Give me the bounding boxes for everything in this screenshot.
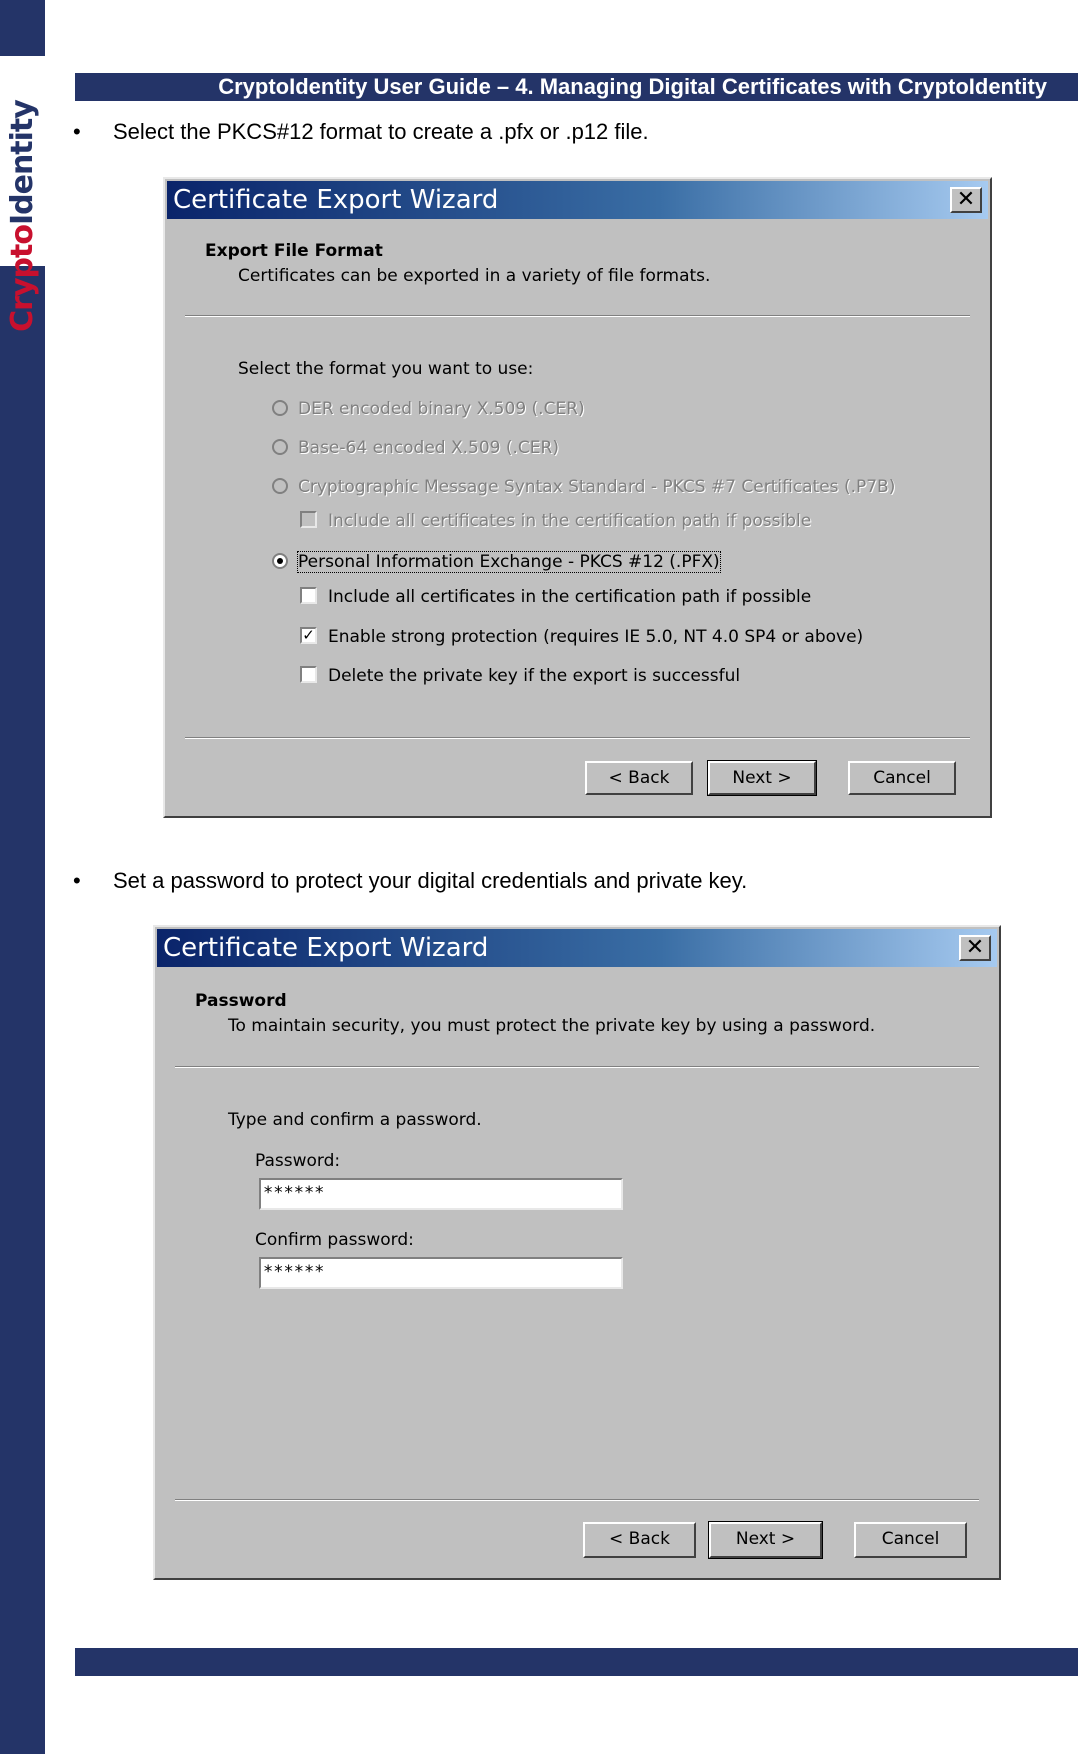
dialog-title: Certificate Export Wizard [163, 933, 489, 963]
radio-pkcs12-label: Personal Information Exchange - PKCS #12 (.PFX) [298, 552, 720, 572]
checkbox-include-all-label: Include all certificates in the certification path if possible [328, 587, 812, 607]
cancel-button[interactable]: Cancel [854, 1522, 967, 1558]
brand-logo-text: CryptoIdentity [5, 100, 40, 332]
bullet-text: Set a password to protect your digital credentials and private key. [113, 868, 748, 893]
dialog-titlebar [167, 181, 988, 219]
confirm-password-label: Confirm password: [255, 1230, 414, 1250]
separator [185, 315, 970, 317]
confirm-password-input[interactable]: ****** [259, 1257, 623, 1289]
radio-pkcs7[interactable] [272, 478, 288, 494]
next-button[interactable]: Next > [709, 1522, 822, 1558]
check-mark-icon: ✓ [302, 626, 315, 644]
radio-selected-dot [277, 558, 283, 564]
checkbox-delete-key-label: Delete the private key if the export is successful [328, 666, 741, 686]
export-format-dialog [163, 177, 992, 818]
step-description: To maintain security, you must protect the private key by using a password. [228, 1016, 876, 1036]
dialog-titlebar [157, 929, 997, 967]
bullet-item: • Select the PKCS#12 format to create a .pfx or .p12 file. [73, 119, 649, 144]
checkbox-strong-protection[interactable] [300, 627, 317, 644]
radio-der[interactable] [272, 400, 288, 416]
checkbox-pkcs7-include-all[interactable] [300, 511, 317, 528]
radio-base64-label: Base-64 encoded X.509 (.CER) [298, 438, 559, 458]
step-heading: Password [195, 991, 287, 1011]
close-button[interactable] [950, 187, 982, 213]
close-button[interactable] [959, 935, 991, 961]
separator [175, 1499, 979, 1501]
back-button[interactable]: < Back [583, 1522, 696, 1558]
dialog-title: Certificate Export Wizard [173, 185, 499, 215]
checkbox-strong-protection-label: Enable strong protection (requires IE 5.0, NT 4.0 SP4 or above) [328, 627, 864, 647]
step-heading: Export File Format [205, 241, 383, 261]
password-input[interactable]: ****** [259, 1178, 623, 1210]
checkbox-include-all[interactable] [300, 587, 317, 604]
checkbox-delete-key[interactable] [300, 666, 317, 683]
password-dialog [153, 925, 1001, 1580]
separator [175, 1066, 979, 1068]
document-header: CryptoIdentity User Guide – 4. Managing Digital Certificates with CryptoIdentity [75, 73, 1078, 101]
password-prompt: Type and confirm a password. [228, 1110, 482, 1130]
radio-der-label: DER encoded binary X.509 (.CER) [298, 399, 585, 419]
back-button[interactable]: < Back [585, 761, 693, 795]
cancel-button[interactable]: Cancel [848, 761, 956, 795]
brand-logo [0, 56, 45, 332]
bullet-item: • Set a password to protect your digital credentials and private key. [73, 868, 748, 893]
document-footer [75, 1648, 1078, 1676]
bullet-text: Select the PKCS#12 format to create a .pfx or .p12 file. [113, 119, 649, 144]
radio-pkcs7-label: Cryptographic Message Syntax Standard - PKCS #7 Certificates (.P7B) [298, 477, 896, 497]
format-prompt: Select the format you want to use: [238, 359, 534, 379]
radio-base64[interactable] [272, 439, 288, 455]
separator [185, 737, 970, 739]
checkbox-pkcs7-include-all-label: Include all certificates in the certification path if possible [328, 511, 812, 531]
step-description: Certificates can be exported in a variety of file formats. [238, 266, 711, 286]
radio-pkcs12[interactable] [272, 553, 288, 569]
close-icon: ✕ [956, 187, 976, 212]
close-icon: ✕ [965, 935, 985, 960]
next-button[interactable]: Next > [708, 761, 816, 795]
password-label: Password: [255, 1151, 341, 1171]
